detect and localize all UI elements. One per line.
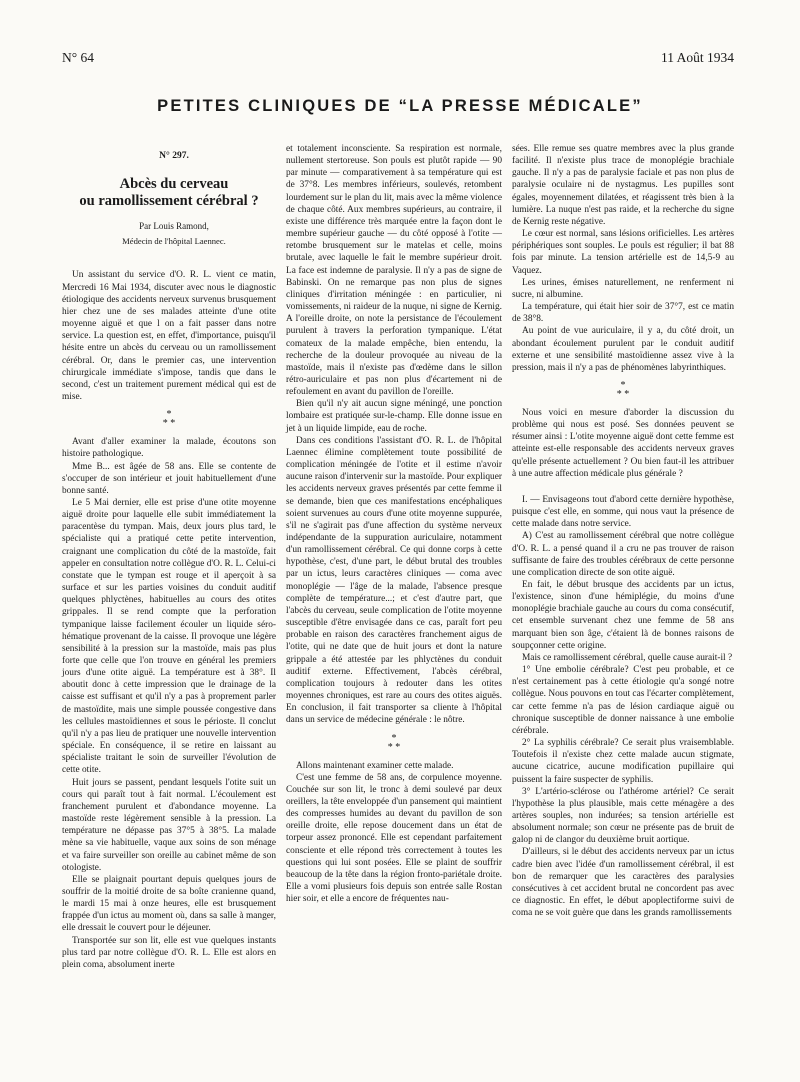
paragraph: I. — Envisageons tout d'abord cette dernière hypothèse, puisque c'est elle, en somme, qui nous vaut la présence de cette malade dans notre service. — [512, 494, 734, 530]
paragraph: sées. Elle remue ses quatre membres avec la plus grande facilité. Il n'existe plus trace de monoplégie brachiale gauche. Il n'y a pas de paralysie faciale et pas non plus de paralysie oculaire ni de nystagmus. Les pupilles sont égales, moyennement dilatées, et réagissent très bien à la lumière. La nuque n'est pas raide, et la recherche du signe de Kernig reste négative. — [512, 144, 734, 227]
paragraph: Le 5 Mai dernier, elle est prise d'une otite moyenne aiguë droite pour laquelle elle subit immédiatement la paracentèse du tympan. Mais, deux jours plus tard, le spécialiste qui a pratiqué cette petite intervention, craignant une complication du côté de la mastoïde, fait appeler en consultation notre collègue d'O. R. L. Celui-ci constate que le tympan est rouge et il aperçoit à sa surface et sur les parties voisines du conduit auditif quelques phlyctènes, habituelles au cours des otites grippales. Il se rend compte que la perforation tympanique laisse facilement écouler un liquide séro-hématique provenant de la caisse. Il provoque une légère sensibilité à la pression sur la mastoïde, mais pas plus forte que celle que l'on trouve en général les premiers jours d'une otite aiguë. La température est à 38°. Il aboutit donc à cette impression que le drainage de la caisse est suffisant et qu'il n'y a pas à proprement parler de mastoïdite, mais une simple poussée congestive dans les cellules mastoïdiennes et sous le périoste. Il conclut qu'il n'y a pas lieu de pratiquer une nouvelle intervention spéciale. En conséquence, il se retire en laissant au spécialiste traitant le soin de surveiller l'évolution de cette otite. — [62, 497, 276, 776]
paragraph: 3° L'artério-sclérose ou l'athérome artériel? Ce serait l'hypothèse la plus plausible, mais cette ménagère a des artères souples, non indurées; sa tension artérielle est absolument normale; son cœur ne présente pas de bruit de galop ni de clangor du deuxième bruit aortique. — [512, 786, 734, 846]
paragraph: Au point de vue auriculaire, il y a, du côté droit, un abondant écoulement purulent par le conduit auditif externe et une sensibilité mastoïdienne assez vive à la pression, mais il n'y a pas de phénomènes labyrinthiques. — [512, 326, 734, 373]
section-separator: * * * — [387, 732, 401, 753]
paragraph: Elle se plaignait pourtant depuis quelques jours de souffrir de la moitié droite de sa boîte cranienne quand, le mardi 15 mai à onze heures, elle est brusquement frappée d'un ictus au moment où, dans sa salle à manger, elle dressait le couvert pour le déjeuner. — [62, 874, 276, 934]
paragraph: 2° La syphilis cérébrale? Ce serait plus vraisemblable. Toutefois il n'existe chez cette malade aucun stigmate, aucune cicatrice, aucune modification pupillaire qui puissent la faire suspecter de syphilis. — [512, 738, 734, 785]
column-2 — [286, 143, 502, 905]
paragraph: Huit jours se passent, pendant lesquels l'otite suit un cours qui paraît tout à fait normal. L'écoulement est franchement purulent et d'abondance moyenne. La mastoïde reste légèrement sensible à la pression. La température ne dépasse pas 37°5 à 38°5. La malade mène sa vie habituelle, vaque aux soins de son ménage et va faire surveiller son oreille au cabinet même de son otologiste. — [62, 777, 276, 873]
paragraph: En fait, le début brusque des accidents par un ictus, l'existence, sinon d'une hémiplégie, du moins d'une monoplégie brachiale gauche au cours du coma consécutif, cet ensemble survenant chez une femme de 58 ans marquant bien son âge, c'étaient là de bonnes raisons de soupçonner cette origine. — [512, 580, 734, 651]
author: Par Louis Ramond, — [139, 221, 209, 232]
section-separator: * * * — [162, 409, 176, 430]
paragraph: et totalement inconsciente. Sa respiration est normale, nullement stertoreuse. Son pouls est plutôt rapide — 90 par minute — comparativement à sa température qui est de 37°8. Les membres inférieurs, soulevés, retombent lourdement sur le plan du lit, mais avec la même violence de chaque côté. Aux membres supérieurs, au contraire, il existe une différence très marquée entre la façon dont le membre supérieur gauche — du côté opposé à l'otite — retombe brusquement sur le matelas et celle, moins brutale, avec laquelle le fait le membre supérieur droit. La face est indemne de paralysie. Il n'y a pas de signe de Babinski. On ne remarque pas non plus de signes cliniques d'irritation méningée : en particulier, ni vomissements, ni raideur de la nuque, ni signe de Kernig. A l'oreille droite, on note la persistance de l'écoulement purulent à travers la perforation tympanique. L'état comateux de la malade empêche, bien entendu, la recherche de la douleur provoquée au niveau de la mastoïde, mais il n'existe pas d'œdème dans le sillon rétro-auriculaire et pas non plus d'écartement ni de refoulement en avant du pavillon de l'oreille. — [286, 144, 502, 398]
article-number: N° 297. — [159, 151, 189, 161]
section-separator: * * * — [616, 379, 630, 400]
paragraph: A) C'est au ramollissement cérébral que notre collègue d'O. R. L. a pensé quand il a cru ne pas trouver de raison suffisante de faire des troubles cérébraux de cette personne une complication directe de son otite aiguë. — [512, 531, 734, 578]
section-title: PETITES CLINIQUES DE “LA PRESSE MÉDICALE” — [157, 97, 643, 115]
article-title-line2: ou ramollissement cérébral ? — [79, 193, 259, 210]
paragraph: Transportée sur son lit, elle est vue quelques instants plus tard par notre collègue d'O. R. L. Elle est alors en plein coma, absolument inerte — [62, 935, 276, 970]
issue-date: 11 Août 1934 — [660, 50, 734, 65]
paragraph: Bien qu'il n'y ait aucun signe méningé, une ponction lombaire est pratiquée sur-le-champ. Elle donne issue en jet à un liquide limpide, eau de roche. — [286, 399, 502, 434]
paragraph: Le cœur est normal, sans lésions orificielles. Les artères périphériques sont souples. Le pouls est régulier; il bat 88 fois par minute. La tension artérielle est de 14,5-9 au Vaquez. — [512, 229, 734, 276]
paragraph: La température, qui était hier soir de 37°7, est ce matin de 38°8. — [512, 302, 734, 325]
column-1 — [62, 143, 276, 971]
paragraph: 1° Une embolie cérébrale? C'est peu probable, et ce n'est certainement pas à cette étiologie qu'a songé notre collègue. Nous pouvons en tout cas l'écarter complètement, car cette femme n'a pas de lésion cardiaque aiguë ou chronique susceptible de donner naissance à une embolie cérébrale. — [512, 665, 734, 736]
paragraph: Avant d'aller examiner la malade, écoutons son histoire pathologique. — [62, 437, 276, 460]
article-title-line1: Abcès du cerveau — [119, 176, 229, 193]
article-title — [62, 176, 276, 210]
paragraph: Mme B... est âgée de 58 ans. Elle se contente de s'occuper de son intérieur et jouit habituellement d'une bonne santé. — [62, 461, 276, 496]
author-affiliation: Médecin de l'hôpital Laennec. — [122, 236, 226, 247]
paragraph: D'ailleurs, si le début des accidents nerveux par un ictus cadre bien avec l'idée d'un ramollissement cérébral, il est bon de remarquer que les caractères des paralysies consécutives à cet accident brutal ne concordent pas avec ce diagnostic. En effet, le début apoplectiforme suivi de coma ne se voit guère que dans les grands ramollissements — [512, 847, 734, 919]
paragraph: Nous voici en mesure d'aborder la discussion du problème qui nous est posé. Ses données peuvent se résumer ainsi : L'otite moyenne aiguë dont cette femme est atteinte est-elle responsable des accidents nerveux graves qu'elle présente actuellement ? Ou bien faut-il les attribuer à une autre affection médicale plus générale ? — [512, 407, 734, 479]
paragraph: Mais ce ramollissement cérébral, quelle cause aurait-il ? — [522, 652, 733, 663]
column-3 — [512, 143, 734, 919]
paragraph: Allons maintenant examiner cette malade. — [296, 760, 454, 771]
paragraph: C'est une femme de 58 ans, de corpulence moyenne. Couchée sur son lit, le tronc à demi soulevé par deux oreillers, la tête enveloppée d'un pansement qui maintient des compresses humides au devant du pavillon de son oreille droite, elle repose doucement dans un état de torpeur assez prononcé. Elle est cependant parfaitement consciente et elle répond très correctement à toutes les questions qui lui sont posées. Elle se plaint de souffrir beaucoup de la tête dans la région fronto-pariétale droite. Elle a vomi plusieurs fois depuis son entrée salle Rostan hier soir, et elle a encore de fréquentes nau- — [286, 772, 502, 905]
paragraph: Un assistant du service d'O. R. L. vient ce matin, Mercredi 16 Mai 1934, discuter avec nous le diagnostic étiologique des accidents nerveux survenus brusquement hier chez une de ses malades atteinte d'une otite moyenne aiguë et que l on a fait passer dans notre service. La question est, en effet, d'importance, puisqu'il hésite entre un abcès du cerveau ou un ramollissement cérébral. Or, dans le premier cas, une intervention chirurgicale immédiate s'impose, tandis que dans le second, c'est un traitement purement médical qui est de mise. — [62, 270, 276, 403]
paragraph: Les urines, émises naturellement, ne renferment ni sucre, ni albumine. — [512, 277, 734, 300]
paragraph: Dans ces conditions l'assistant d'O. R. L. de l'hôpital Laennec élimine complètement toute possibilité de complication méningée de l'otite et il estime n'avoir aucune raison d'intervenir sur la mastoïde. Pour expliquer les accidents nerveux graves présentés par cette femme il se demande, bien que ces manifestations encéphaliques soient survenues au cours d'une otite moyenne suppurée, s'il ne s'agirait pas d'une affection du système nerveux indépendante de la suppuration auriculaire, notamment d'un ramollissement cérébral. Ce qui donne corps à cette hypothèse, c'est, d'une part, le début brutal des troubles par un ictus, leurs caractères cliniques — coma avec monoplégie — l'âge de la malade, l'absence presque complète de température...; et c'est d'autre part, que l'abcès du cerveau, seule complication de l'otite moyenne susceptible d'être envisagée dans ce cas, paraît fort peu probable en raison des caractères franchement aigus de l'otite, qui ne date que de huit jours et dont la nature grippale a été attestée par les phlyctènes du conduit auditif externe. Effectivement, l'abcès cérébral, complication toujours à redouter dans les otites moyennes chroniques, est rare au cours des otites aiguës. En conclusion, il fait transporter sa cliente à l'hôpital dans un service de médecine générale : le nôtre. — [286, 435, 502, 726]
page-number: N° 64 — [62, 50, 95, 65]
